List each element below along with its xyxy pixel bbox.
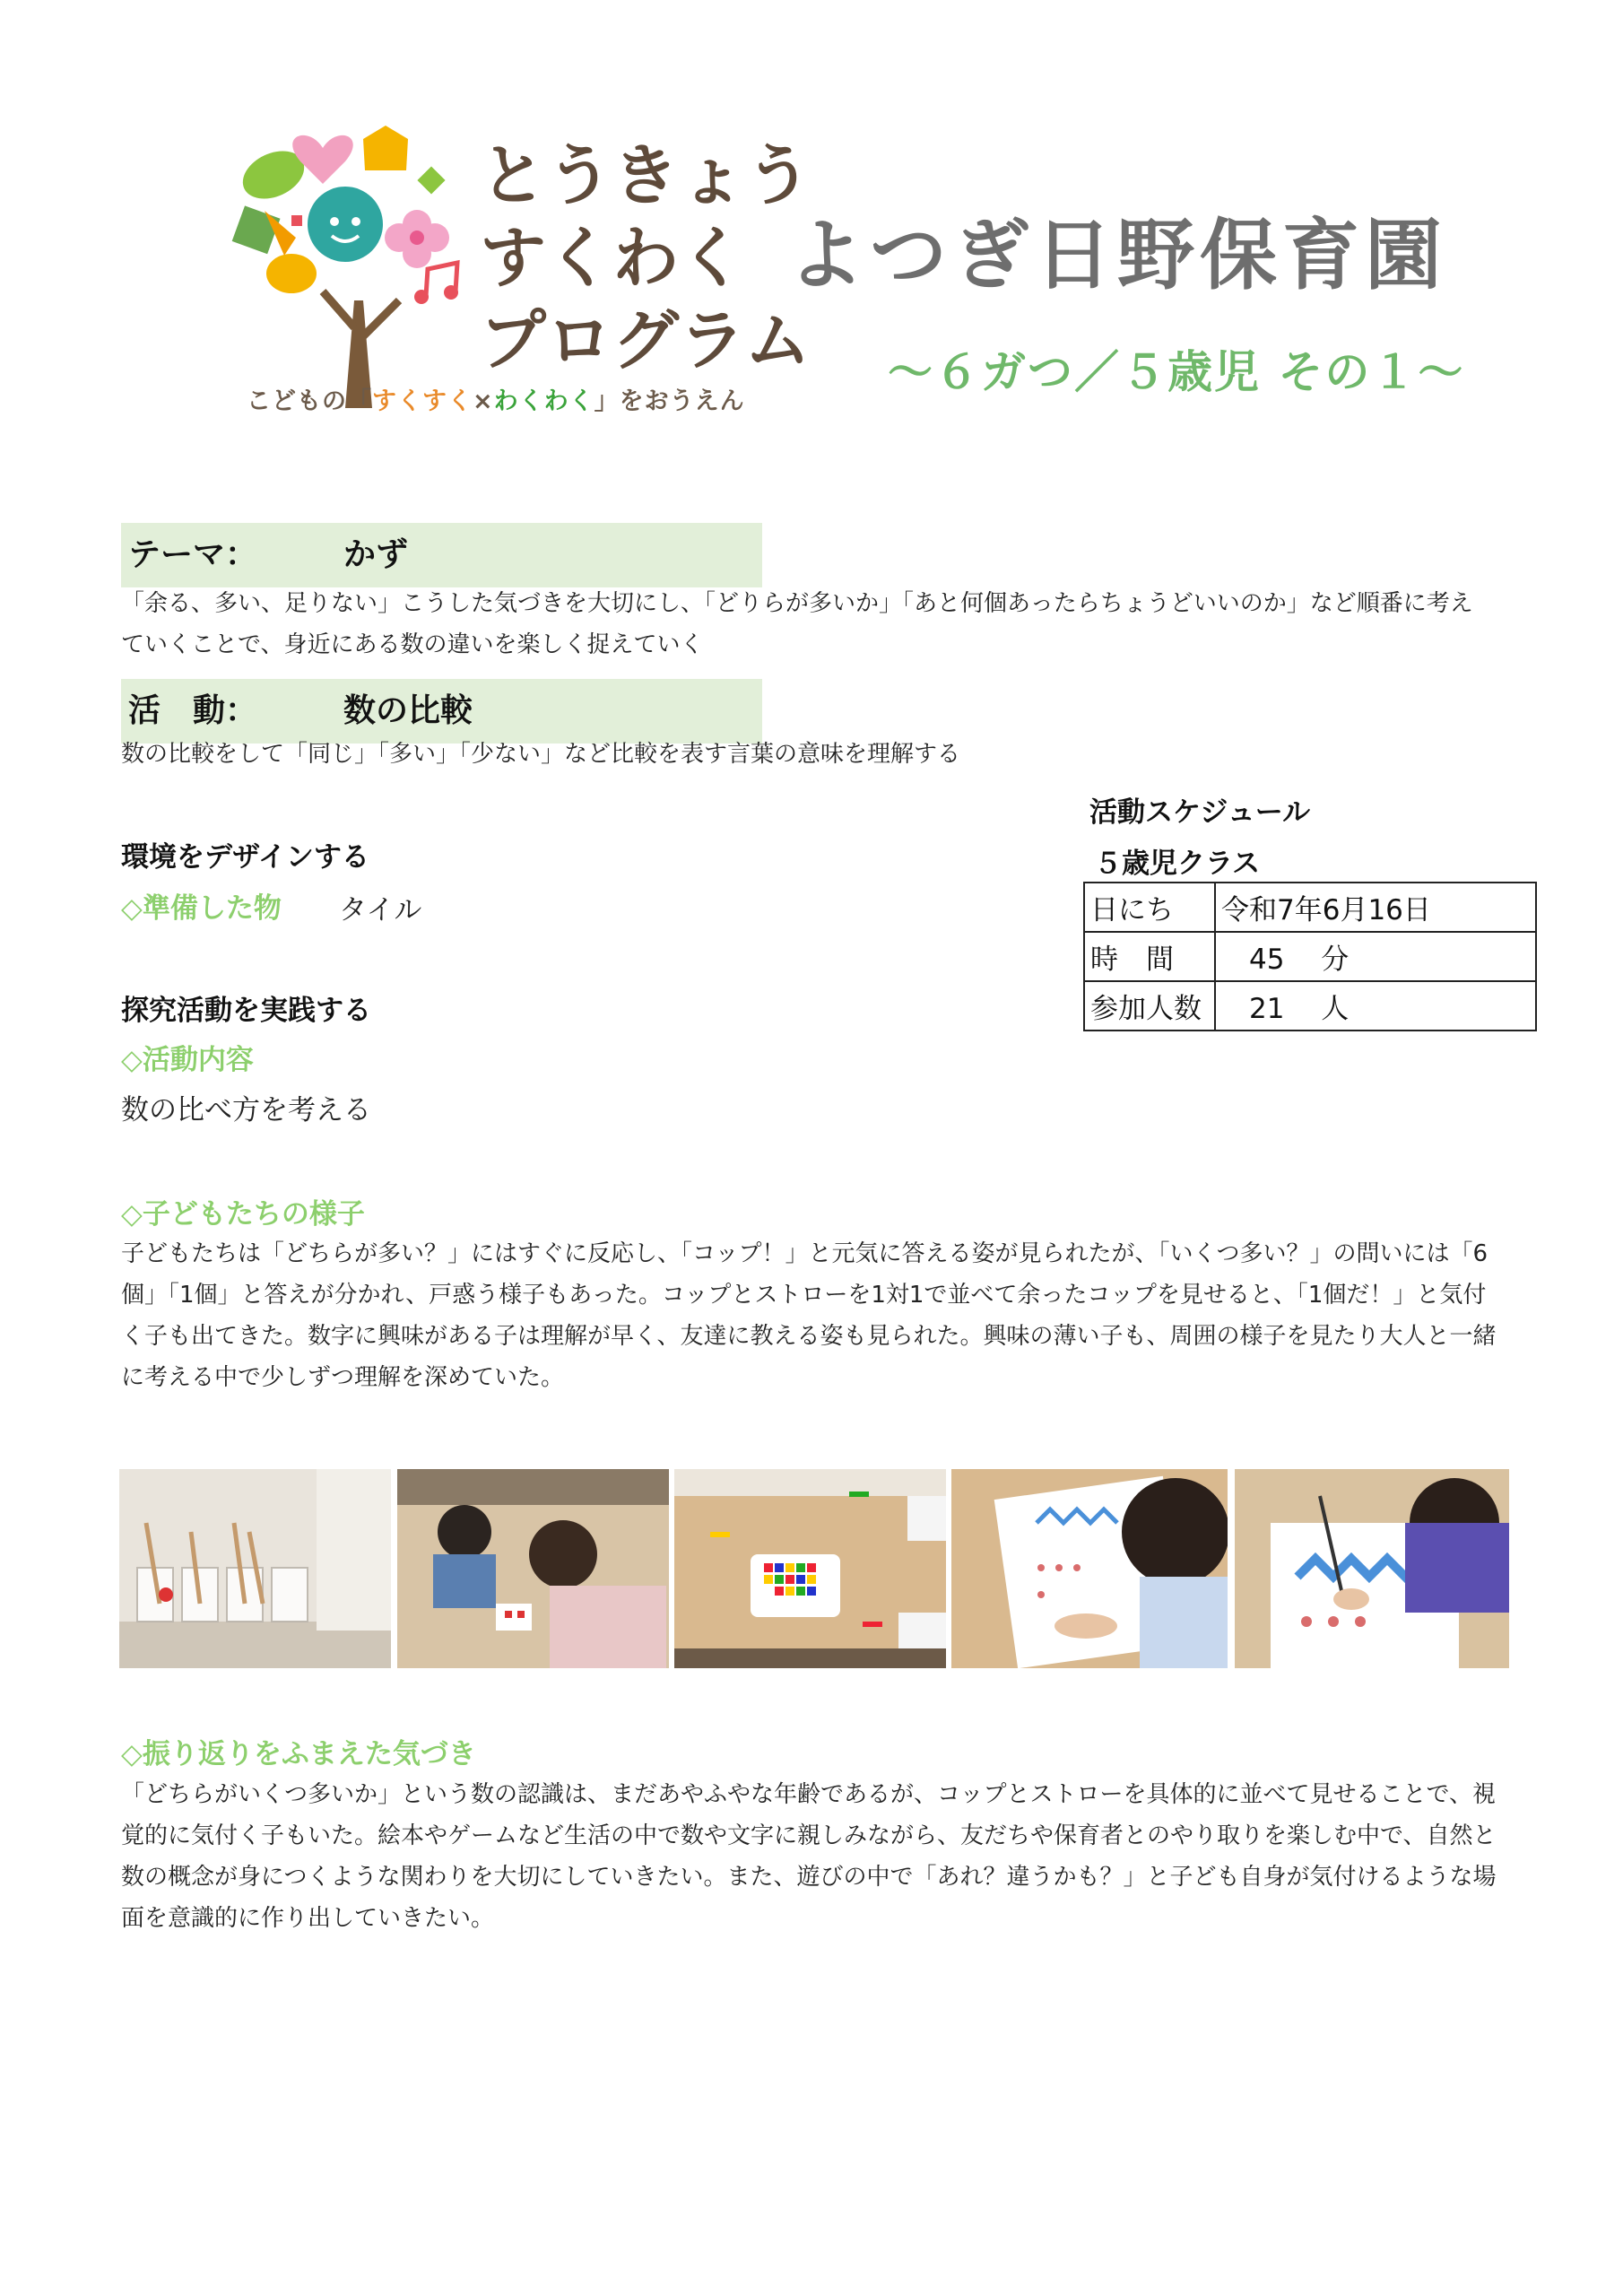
tagline-part: わくわく [493, 387, 595, 415]
activity-content-value: 数の比べ方を考える [121, 1094, 371, 1126]
theme-description [121, 583, 1520, 665]
activity-value: 数の比較 [343, 692, 473, 729]
tagline-part: × [473, 387, 494, 415]
photo-cups-and-straws [119, 1469, 391, 1668]
theme-label: テーマ： [128, 536, 258, 573]
logo-wordmark [480, 135, 812, 382]
activity-label: 活 動： [128, 692, 258, 729]
schedule-title: 活動スケジュール [1089, 796, 1311, 829]
schedule-row [1084, 883, 1536, 932]
prepared-label: ◇準備した物 [121, 892, 282, 925]
schedule-value: 45 分 [1215, 932, 1536, 981]
page-subtitle: ～６ガつ／５歳児 その１～ [888, 346, 1465, 398]
reflection-description-line: 「どちらがいくつ多いか」という数の認識は、まだあやふやな年齢であるが、コップとストローを具体的に並べて見せることで、視 [121, 1781, 1496, 1808]
environment-heading: 環境をデザインする [121, 841, 369, 874]
reflection-description-line: 数の概念が身につくような関わりを大切にしていきたい。また、遊びの中で「あれ？違うかも？」と子ども自身が気付けるような場 [121, 1864, 1497, 1891]
logo-tagline [247, 381, 745, 416]
tagline-part: すくすく [372, 387, 473, 415]
schedule-key: 日にち [1084, 883, 1215, 932]
schedule-key: 時 間 [1084, 932, 1215, 981]
photo-child-drawing-worksheet [951, 1469, 1228, 1668]
tagline-part: こどもの「 [247, 387, 372, 415]
photo-child-writing [1235, 1469, 1509, 1668]
theme-bar [121, 523, 762, 587]
logo-wordmark-line: プログラム [480, 302, 812, 379]
schedule-row [1084, 981, 1536, 1031]
children-description-line: 子どもたちは「どちらが多い？」にはすぐに反応し、「コップ！」と元気に答える姿が見られたが、「いくつ多い？」の問いには「6 [121, 1240, 1488, 1267]
photo-children-at-table [397, 1469, 669, 1668]
theme-value: かず [343, 536, 409, 573]
schedule-value: 令和7年6月16日 [1215, 883, 1536, 932]
schedule-class: ５歳児クラス [1094, 848, 1261, 880]
children-description-line: 個」「1個」と答えが分かれ、戸惑う様子もあった。コップとストローを1対1で並べて余ったコップを見せると、「1個だ！」と気付 [121, 1282, 1487, 1309]
photo-colored-tiles-tray [674, 1469, 946, 1668]
children-description [121, 1233, 1520, 1398]
reflection-label: ◇振り返りをふまえた気づき [121, 1738, 476, 1770]
logo-wordmark-line: すくわく [480, 220, 745, 297]
children-label: ◇子どもたちの様子 [121, 1198, 365, 1231]
children-description-line: に考える中で少しずつ理解を深めていた。 [121, 1364, 565, 1391]
activity-description: 数の比較をして「同じ」「多い」「少ない」など比較を表す言葉の意味を理解する [121, 741, 961, 768]
logo-wordmark-line: とうきょう [480, 137, 812, 214]
prepared-value: タイル [339, 894, 422, 926]
reflection-description-line: 覚的に気付く子もいた。絵本やゲームなど生活の中で数や文字に親しみながら、友だちや保育者とのやり取りを楽しむ中で、自然と [121, 1822, 1497, 1849]
children-description-line: く子も出てきた。数字に興味がある子は理解が早く、友達に教える姿も見られた。興味の薄い子も、周囲の様子を見たり大人と一緒 [121, 1323, 1497, 1350]
activity-content-label: ◇活動内容 [121, 1044, 254, 1076]
inquiry-heading: 探究活動を実践する [121, 995, 371, 1027]
schedule-value: 21 人 [1215, 981, 1536, 1031]
reflection-description [121, 1774, 1520, 1939]
theme-description-line: 「余る、多い、足りない」こうした気づきを大切にし、「どりらが多いか」「あと何個あったらちょうどいいのか」など順番に考え [121, 590, 1473, 617]
theme-description-line: ていくことで、身近にある数の違いを楽しく捉えていく [121, 631, 704, 658]
nursery-name: よつぎ日野保育園 [787, 211, 1447, 300]
schedule-table [1083, 882, 1537, 1031]
tagline-part: 」をおうえん [594, 387, 745, 415]
schedule-key: 参加人数 [1084, 981, 1215, 1031]
schedule-row [1084, 932, 1536, 981]
reflection-description-line: 面を意識的に作り出していきたい。 [121, 1905, 495, 1932]
